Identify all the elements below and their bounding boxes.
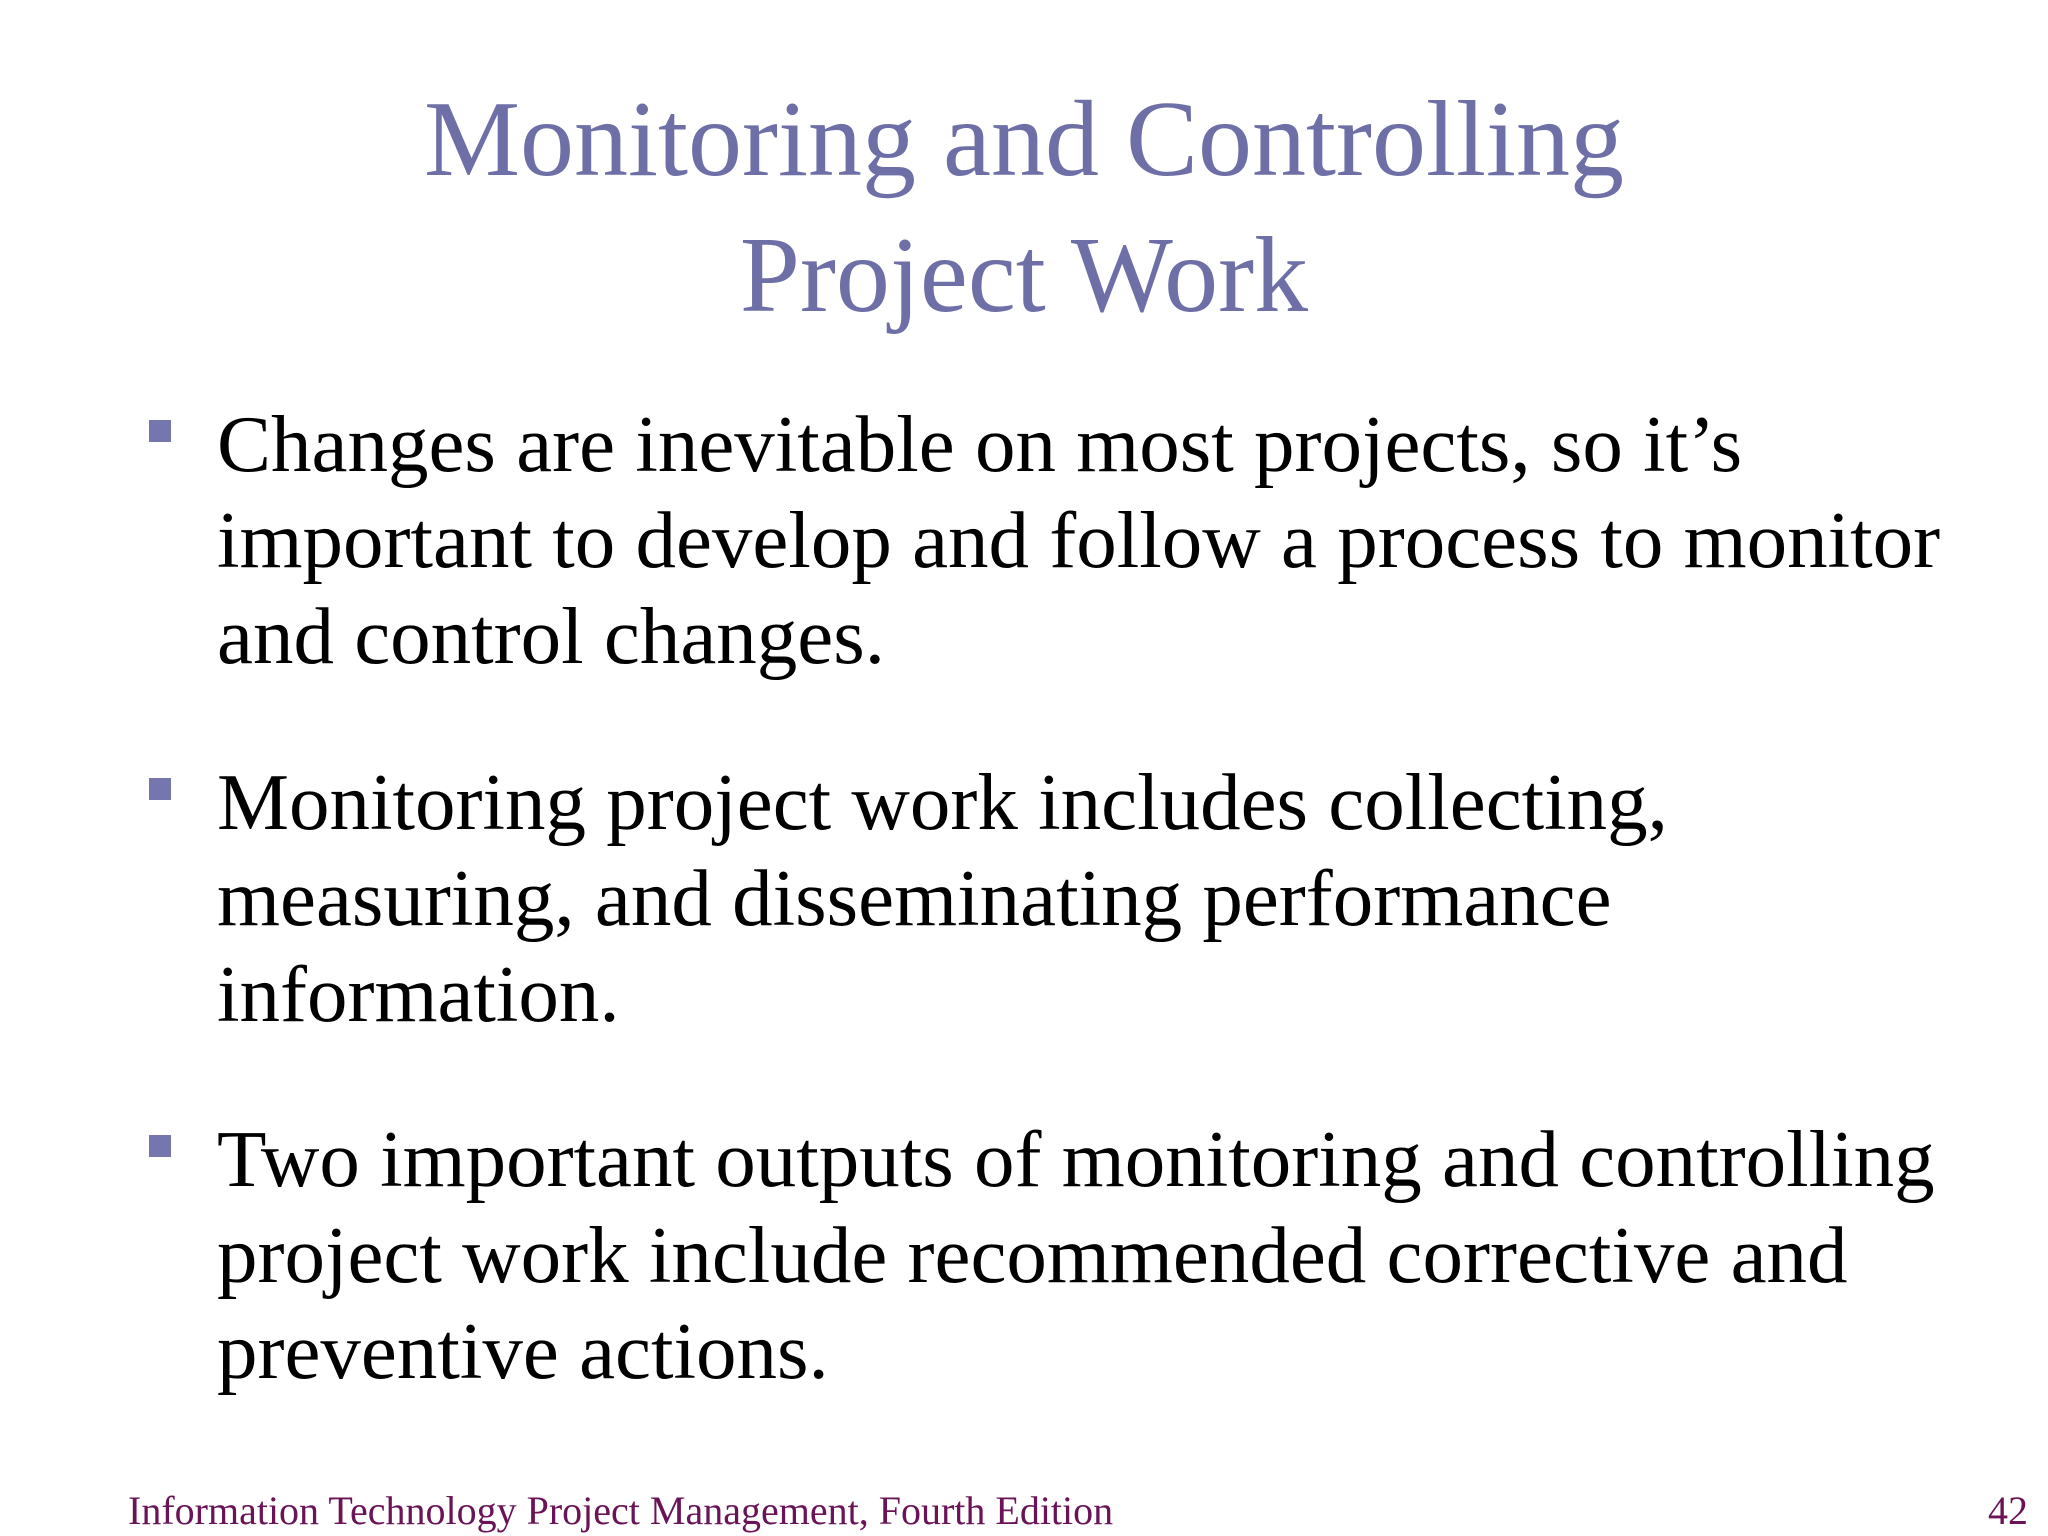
slide-title-line-1: Monitoring and Controlling xyxy=(424,80,1624,199)
footer-page-number: 42 xyxy=(1988,1488,2028,1533)
bullet-square-icon xyxy=(149,420,171,442)
bullet-3-line-3: preventive actions. xyxy=(217,1306,829,1396)
bullet-text-3 xyxy=(217,1111,2007,1399)
footer-book-title: Information Technology Project Management, Fourth Edition xyxy=(128,1488,1114,1533)
bullet-1-line-3: and control changes. xyxy=(217,591,886,681)
bullet-1-line-2: important to develop and follow a process to monitor xyxy=(217,495,1941,585)
slide-title-line-2: Project Work xyxy=(739,216,1309,335)
bullet-square-icon xyxy=(149,1135,171,1157)
bullet-2-line-3: information. xyxy=(217,949,620,1039)
bullet-square-icon xyxy=(149,778,171,800)
bullet-text-2 xyxy=(217,754,2007,1042)
bullet-2-line-1: Monitoring project work includes collecting, xyxy=(217,757,1668,847)
bullet-3-line-2: project work include recommended corrective and xyxy=(217,1210,1848,1300)
bullet-3-line-1: Two important outputs of monitoring and controlling xyxy=(217,1114,1935,1204)
bullet-1-line-1: Changes are inevitable on most projects, so it’s xyxy=(217,399,1743,489)
bullet-2-line-2: measuring, and disseminating performance xyxy=(217,853,1612,943)
bullet-text-1 xyxy=(217,396,2007,684)
